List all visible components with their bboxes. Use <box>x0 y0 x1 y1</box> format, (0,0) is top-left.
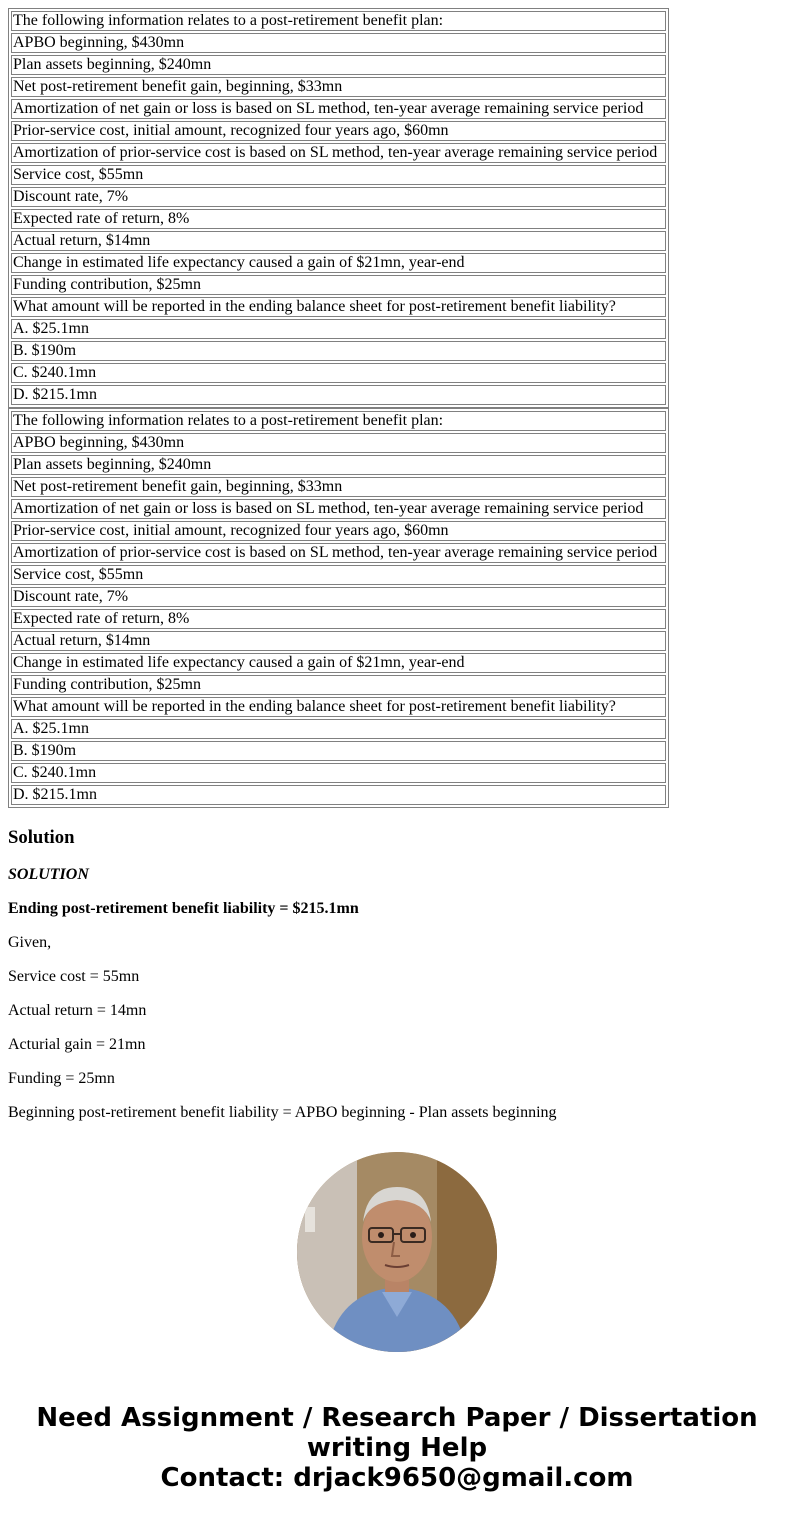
table-row <box>11 341 666 361</box>
solution-label: SOLUTION <box>8 866 89 883</box>
table-row <box>11 631 666 651</box>
table-row <box>11 499 666 519</box>
solution-answer: Ending post-retirement benefit liability = $215.1mn <box>8 900 359 917</box>
table-cell: Expected rate of return, 8% <box>11 209 666 229</box>
table-row <box>11 763 666 783</box>
table-row <box>11 11 666 31</box>
funding-line: Funding = 25mn <box>8 1070 115 1087</box>
table-row <box>11 55 666 75</box>
table-row <box>11 477 666 497</box>
table-row <box>11 319 666 339</box>
table-row <box>11 99 666 119</box>
table-cell: Actual return, $14mn <box>11 231 666 251</box>
service-cost-line: Service cost = 55mn <box>8 968 140 985</box>
table-cell: C. $240.1mn <box>11 363 666 383</box>
table-cell: D. $215.1mn <box>11 385 666 405</box>
author-portrait-image <box>297 1152 497 1352</box>
table-cell: B. $190m <box>11 741 666 761</box>
table-row <box>11 209 666 229</box>
table-cell: What amount will be reported in the ending balance sheet for post-retirement benefit liability? <box>11 697 666 717</box>
table-row <box>11 741 666 761</box>
table-cell: Discount rate, 7% <box>11 187 666 207</box>
table-row <box>11 719 666 739</box>
table-row <box>11 363 666 383</box>
table-cell: APBO beginning, $430mn <box>11 433 666 453</box>
table-row <box>11 297 666 317</box>
author-photo-wrap <box>8 1152 786 1352</box>
promo-line-1: Need Assignment / Research Paper / Dissertation <box>36 1403 758 1433</box>
table-cell: Change in estimated life expectancy caused a gain of $21mn, year-end <box>11 253 666 273</box>
table-row <box>11 275 666 295</box>
solution-heading: Solution <box>8 827 75 848</box>
promo-contact: Contact: drjack9650@gmail.com <box>160 1463 634 1493</box>
table-row <box>11 411 666 431</box>
question-table-1 <box>8 8 669 408</box>
table-row <box>11 33 666 53</box>
table-row <box>11 143 666 163</box>
table-row <box>11 697 666 717</box>
table-cell: Amortization of net gain or loss is based on SL method, ten-year average remaining service period <box>11 99 666 119</box>
given-label: Given, <box>8 934 52 951</box>
question-tables <box>8 8 669 808</box>
table-cell: D. $215.1mn <box>11 785 666 805</box>
table-cell: Amortization of net gain or loss is based on SL method, ten-year average remaining service period <box>11 499 666 519</box>
table-cell: Net post-retirement benefit gain, beginning, $33mn <box>11 477 666 497</box>
table-row <box>11 253 666 273</box>
table-row <box>11 121 666 141</box>
table-cell: Funding contribution, $25mn <box>11 275 666 295</box>
table-cell: Service cost, $55mn <box>11 565 666 585</box>
table-cell: Net post-retirement benefit gain, beginning, $33mn <box>11 77 666 97</box>
table-cell: Plan assets beginning, $240mn <box>11 55 666 75</box>
table-cell: Prior-service cost, initial amount, recognized four years ago, $60mn <box>11 521 666 541</box>
table-row <box>11 521 666 541</box>
table-cell: B. $190m <box>11 341 666 361</box>
table-cell: The following information relates to a post-retirement benefit plan: <box>11 11 666 31</box>
table-row <box>11 187 666 207</box>
actuarial-gain-line: Acturial gain = 21mn <box>8 1036 146 1053</box>
table-cell: Discount rate, 7% <box>11 587 666 607</box>
table-row <box>11 231 666 251</box>
table-cell: Actual return, $14mn <box>11 631 666 651</box>
table-row <box>11 77 666 97</box>
author-photo <box>297 1152 497 1352</box>
table-row <box>11 455 666 475</box>
table-row <box>11 433 666 453</box>
beginning-liability-line: Beginning post-retirement benefit liability = APBO beginning - Plan assets beginning <box>8 1104 557 1121</box>
table-cell: C. $240.1mn <box>11 763 666 783</box>
table-row <box>11 165 666 185</box>
promo-line-2: writing Help <box>306 1433 488 1463</box>
table-cell: Change in estimated life expectancy caused a gain of $21mn, year-end <box>11 653 666 673</box>
table-row <box>11 587 666 607</box>
table-cell: Prior-service cost, initial amount, recognized four years ago, $60mn <box>11 121 666 141</box>
table-row <box>11 565 666 585</box>
table-cell: What amount will be reported in the ending balance sheet for post-retirement benefit liability? <box>11 297 666 317</box>
question-table-2 <box>8 408 669 808</box>
promo-banner <box>8 1403 786 1493</box>
table-row <box>11 385 666 405</box>
table-cell: Amortization of prior-service cost is based on SL method, ten-year average remaining service period <box>11 143 666 163</box>
table-row <box>11 785 666 805</box>
table-cell: Plan assets beginning, $240mn <box>11 455 666 475</box>
table-cell: A. $25.1mn <box>11 719 666 739</box>
table-cell: The following information relates to a post-retirement benefit plan: <box>11 411 666 431</box>
table-row <box>11 609 666 629</box>
table-cell: Funding contribution, $25mn <box>11 675 666 695</box>
actual-return-line: Actual return = 14mn <box>8 1002 147 1019</box>
table-cell: APBO beginning, $430mn <box>11 33 666 53</box>
table-row <box>11 675 666 695</box>
table-cell: Expected rate of return, 8% <box>11 609 666 629</box>
table-cell: Amortization of prior-service cost is based on SL method, ten-year average remaining service period <box>11 543 666 563</box>
table-cell: Service cost, $55mn <box>11 165 666 185</box>
table-row <box>11 543 666 563</box>
table-row <box>11 653 666 673</box>
table-cell: A. $25.1mn <box>11 319 666 339</box>
